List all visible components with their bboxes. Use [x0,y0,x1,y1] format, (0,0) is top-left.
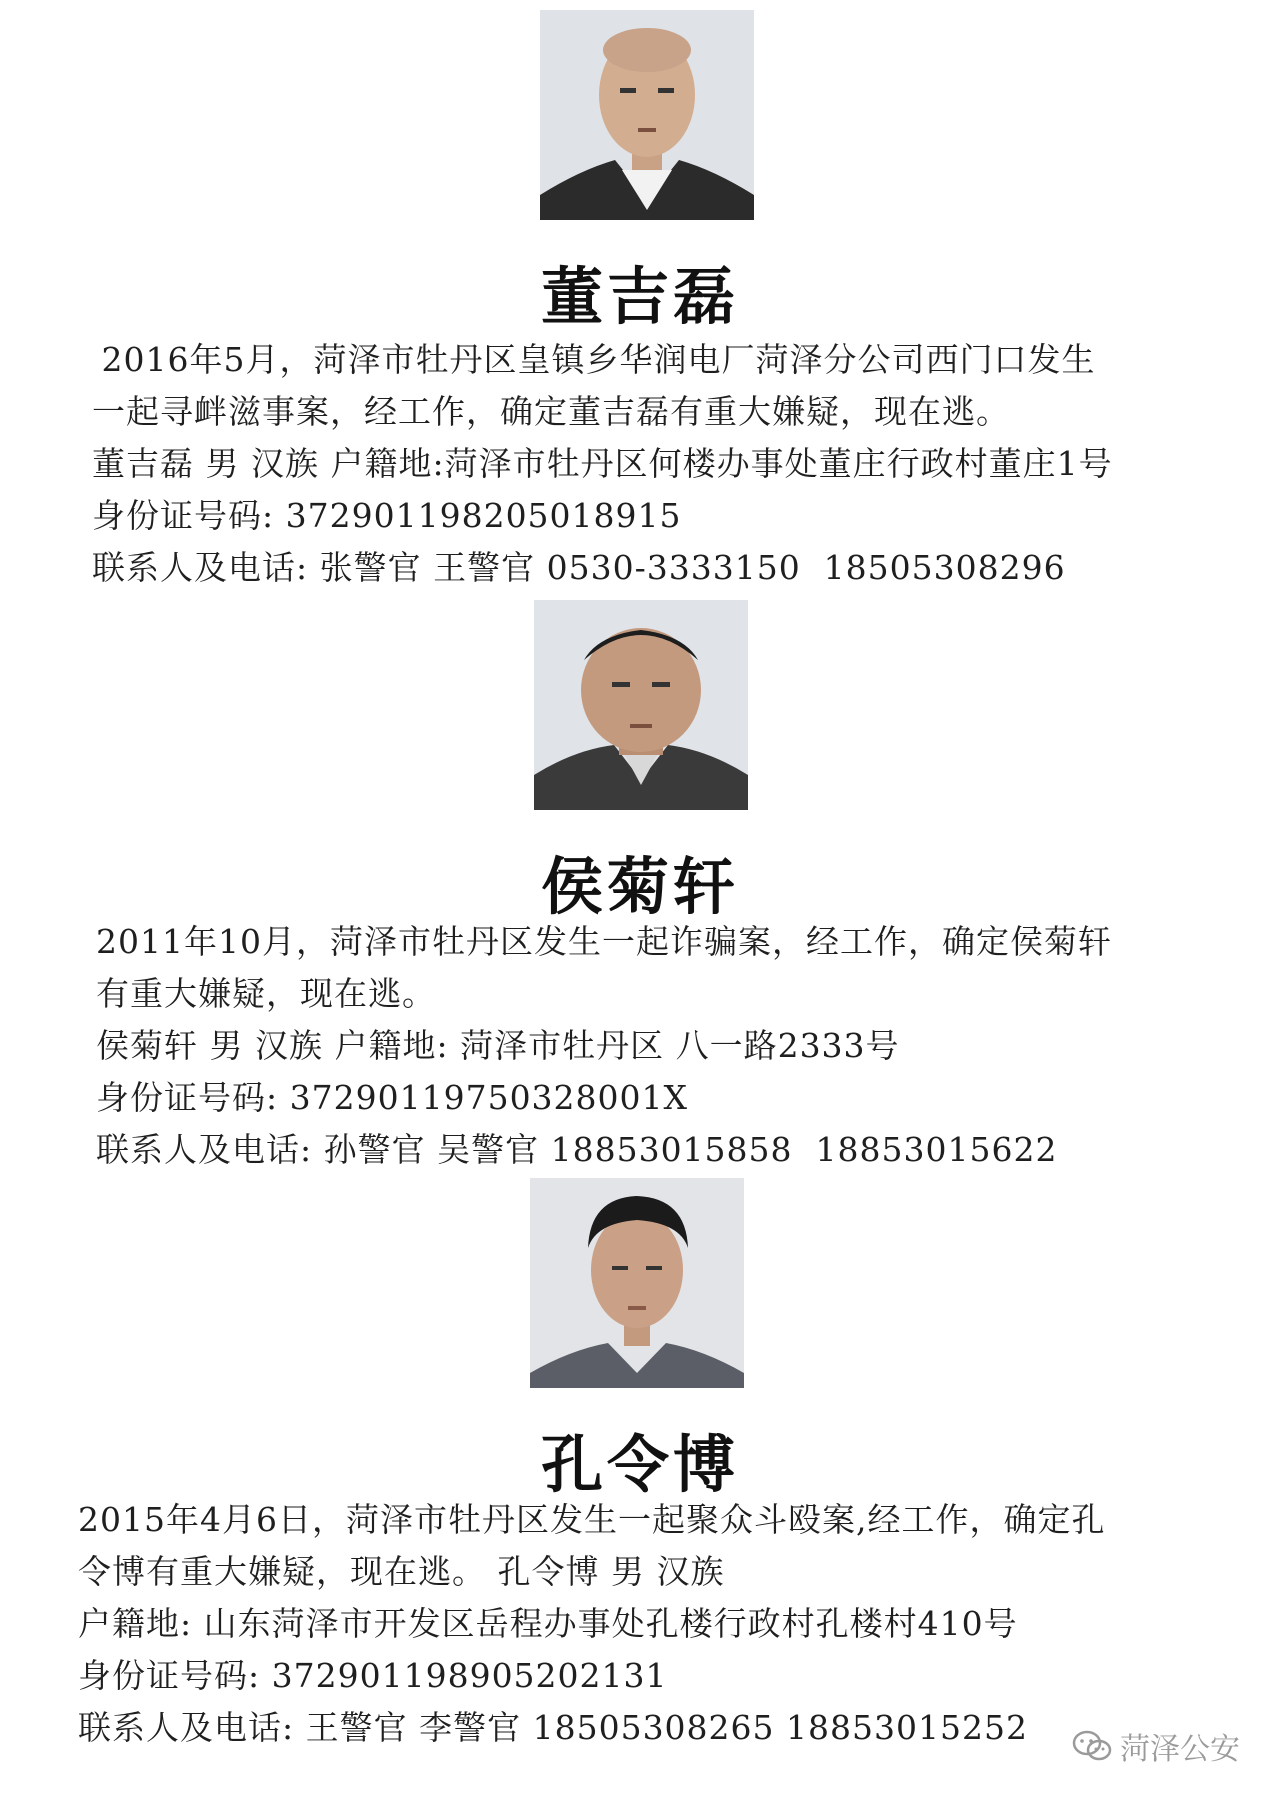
person-3-line-2: 令博有重大嫌疑，现在逃。 孔令博 男 汉族 [78,1552,725,1591]
watermark-text: 菏泽公安 [1120,1732,1240,1767]
person-1-line-2: 一起寻衅滋事案，经工作，确定董吉磊有重大嫌疑，现在逃。 [92,392,1010,431]
person-2-line-4: 身份证号码: 37290119750328001X [96,1078,689,1117]
person-1-line-1: 2016年5月，菏泽市牡丹区皇镇乡华润电厂菏泽分公司西门口发生 [90,340,1096,379]
person-2-line-2: 有重大嫌疑，现在逃。 [96,974,436,1013]
portrait-2-image [534,600,748,810]
person-3-line-4: 身份证号码: 372901198905202131 [78,1656,668,1695]
portrait-1-image [540,10,754,220]
person-3-line-3: 户籍地: 山东菏泽市开发区岳程办事处孔楼行政村孔楼村410号 [78,1604,1018,1643]
portrait-photo-3 [530,1178,744,1388]
person-2-line-1: 2011年10月，菏泽市牡丹区发生一起诈骗案，经工作，确定侯菊轩 [96,922,1112,961]
person-3-line-5: 联系人及电话: 王警官 李警官 18505308265 18853015252 [78,1708,1028,1747]
portrait-photo-1 [540,10,754,220]
person-2-line-3: 侯菊轩 男 汉族 户籍地: 菏泽市牡丹区 八一路2333号 [96,1026,900,1065]
person-1-line-3: 董吉磊 男 汉族 户籍地:菏泽市牡丹区何楼办事处董庄行政村董庄1号 [92,444,1113,483]
person-name-1: 董吉磊 [540,260,739,333]
person-name-3: 孔令博 [540,1428,739,1501]
person-name-2: 侯菊轩 [540,850,739,923]
person-3-line-1: 2015年4月6日，菏泽市牡丹区发生一起聚众斗殴案,经工作，确定孔 [78,1500,1106,1539]
watermark [1072,1724,1240,1768]
person-1-line-4: 身份证号码: 372901198205018915 [92,496,682,535]
person-2-line-5: 联系人及电话: 孙警官 吴警官 18853015858 18853015622 [96,1130,1058,1169]
person-1-line-5: 联系人及电话: 张警官 王警官 0530-3333150 18505308296 [92,548,1066,587]
portrait-photo-2 [534,600,748,810]
wechat-icon [1072,1729,1112,1763]
portrait-3-image [530,1178,744,1388]
